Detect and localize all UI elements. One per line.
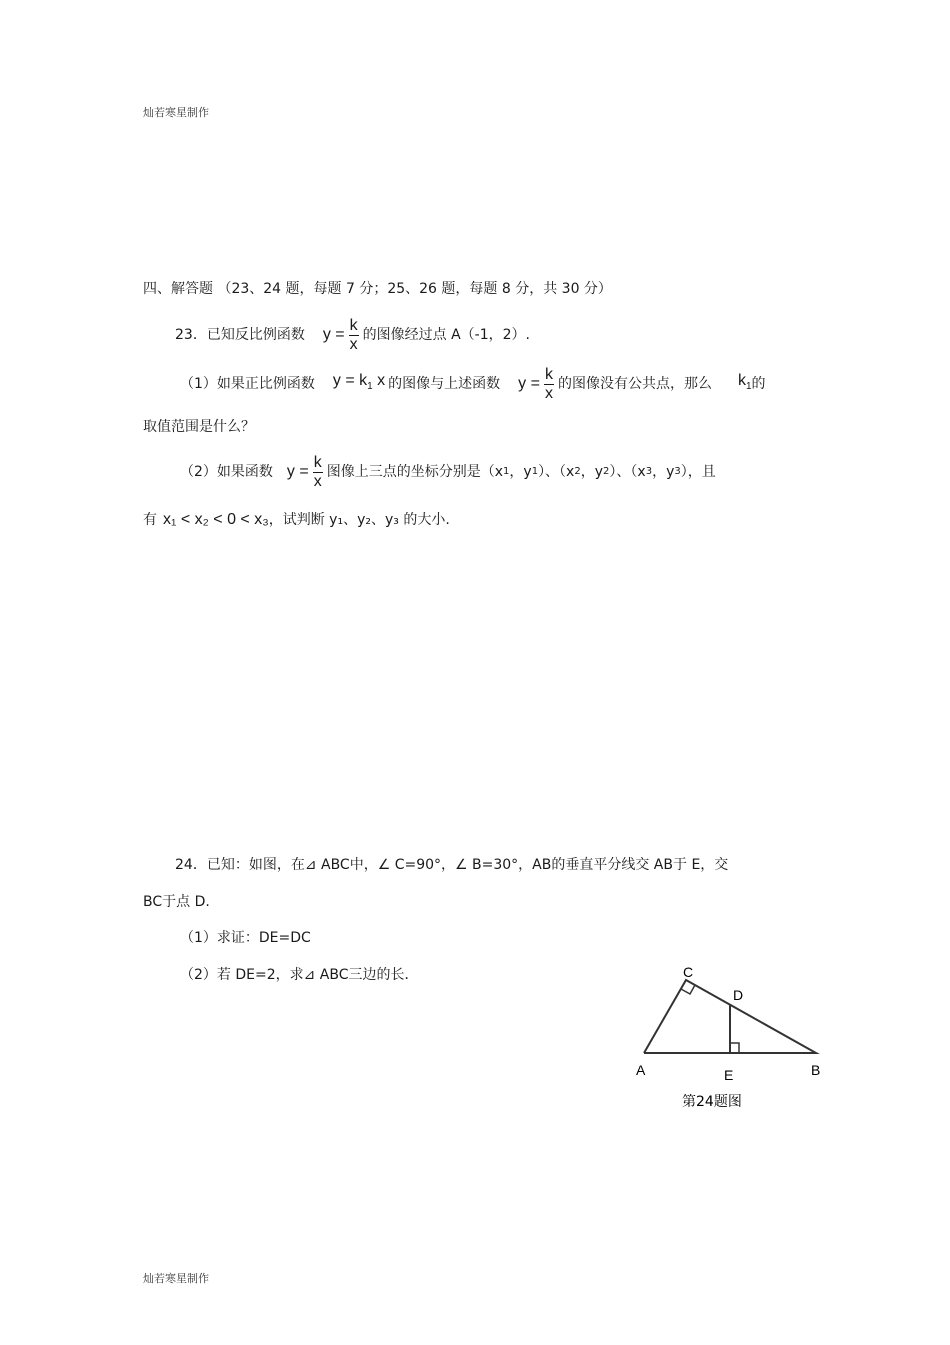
q23-p2-d: ）、（x (609, 464, 646, 480)
q23-fraction (349, 317, 359, 354)
q23-y-eq: y = (322, 326, 345, 343)
sub-1: 1 (503, 466, 510, 477)
right-angle-e-mark (730, 1043, 739, 1053)
q23-p1-func (333, 372, 385, 396)
q23-p1-a: （1）如果正比例函数 (180, 376, 315, 392)
q23-p2-inequality: x₁ < x₂ < 0 < x₃ (163, 511, 269, 528)
sub-2b: 2 (603, 466, 610, 477)
q23-intro-post: 的图像经过点 A（-1，2）. (362, 327, 530, 343)
frac-numerator: k (544, 365, 553, 383)
page-header: 灿若寒星制作 (143, 106, 209, 119)
q23-p1-d: 的 (751, 376, 766, 392)
label-c: C (683, 964, 694, 980)
q23-p2-a: （2）如果函数 (180, 464, 273, 480)
q23-p2-pts3: ，y (652, 464, 675, 480)
q23-p1-sub: 1 (367, 381, 373, 393)
q23-p2-y-eq: y = (286, 463, 309, 480)
frac-denominator: x (544, 384, 553, 402)
q23-p1-k-sub: 1 (745, 381, 752, 393)
page-footer: 灿若寒星制作 (143, 1272, 209, 1285)
q23-p1-func-text: y = k (332, 371, 368, 389)
frac-denominator: x (349, 335, 358, 353)
q23-part2 (180, 450, 716, 494)
q23-p1-c: 的图像没有公共点，那么 (557, 376, 712, 392)
q23-p2-line2-a: 有 (143, 512, 157, 528)
frac-numerator: k (349, 316, 358, 334)
q23-p1-line2: 取值范围是什么？ (143, 419, 255, 435)
label-a: A (636, 1062, 646, 1078)
q23-p1-fraction (544, 366, 554, 403)
q23-p2-pts2: ，y (580, 464, 604, 480)
label-d: D (733, 987, 744, 1003)
q23-p1-k-text: k (737, 371, 746, 389)
frac-numerator: k (313, 453, 322, 471)
frac-denominator: x (313, 472, 322, 490)
q23-p2-e: ），且 (680, 464, 716, 480)
sub-3: 3 (645, 466, 653, 477)
q23-p2-b: 图像上三点的坐标分别是（x (326, 464, 504, 480)
label-b: B (811, 1062, 821, 1078)
section-title: 四、解答题 （23、24 题，每题 7 分；25、26 题，每题 8 分，共 30 分） (143, 281, 612, 297)
q23-p1-x: x (377, 371, 386, 389)
q23-p1-b: 的图像与上述函数 (388, 376, 501, 392)
q23-p2-fraction (313, 454, 323, 491)
q24-line1: 24．已知：如图，在⊿ ABC中，∠ C=90°，∠ B=30°，AB的垂直平分线交 AB于 E，交 (175, 857, 729, 873)
q23-p2-pts1: ，y (509, 464, 532, 480)
q23-intro (175, 313, 530, 357)
q23-p2-line2-b: ，试判断 y₁、y₂、y₃ 的大小. (268, 512, 450, 528)
q23-p1-k (738, 372, 752, 396)
q24-line2: BC于点 D. (143, 894, 210, 910)
q24-part2: （2）若 DE=2，求⊿ ABC三边的长． (180, 967, 419, 983)
sub-2: 2 (574, 466, 581, 477)
q24-part1: （1）求证：DE=DC (180, 930, 311, 946)
sub-1b: 1 (531, 466, 539, 477)
q23-p1-y-eq: y = (518, 375, 540, 392)
q23-part1 (180, 362, 766, 406)
label-e: E (724, 1067, 734, 1083)
q23-intro-pre: 23．已知反比例函数 (175, 327, 305, 343)
figure-caption: 第24题图 (682, 1094, 742, 1110)
q23-p2-c: ）、（x (538, 464, 575, 480)
q24-figure (620, 960, 840, 1120)
q23-p2-line2 (143, 511, 450, 529)
sub-3b: 3 (674, 466, 681, 477)
